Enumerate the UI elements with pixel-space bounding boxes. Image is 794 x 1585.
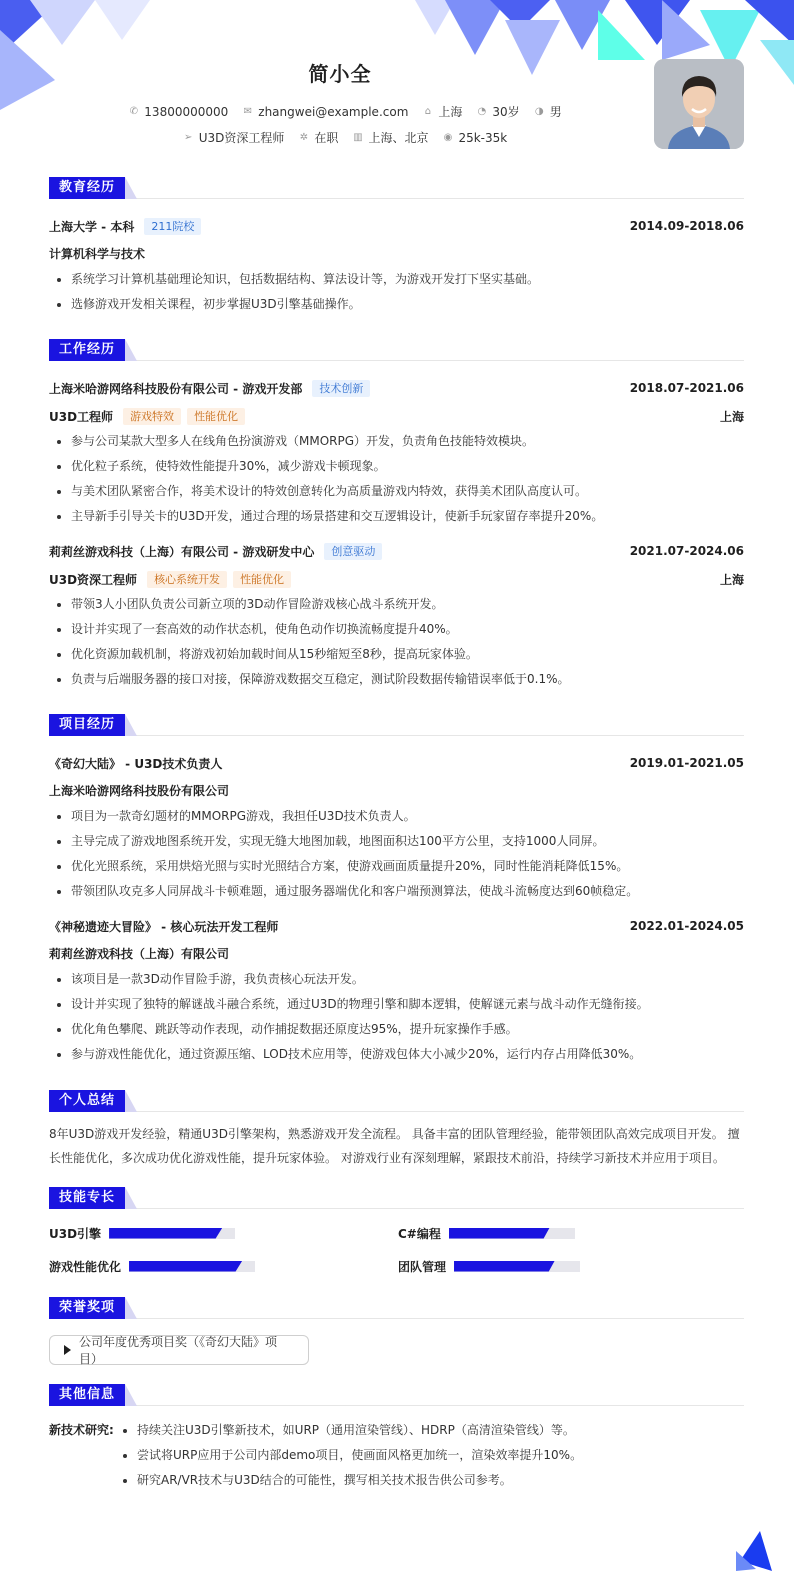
building-icon: ▥ (353, 132, 363, 143)
list-item: • 项目为一款奇幻题材的MMORPG游戏，我担任U3D技术负责人。 (71, 804, 744, 829)
job-row (49, 379, 744, 397)
job-location: 上海 (719, 572, 744, 587)
list-item: • 设计并实现了独特的解谜战斗融合系统，通过U3D的物理引擎和脚本逻辑，使解谜元素与战斗动作无缝衔接。 (71, 992, 744, 1017)
salary-icon: ◉ (443, 132, 453, 143)
list-item: • 该项目是一款3D动作冒险手游，我负责核心玩法开发。 (71, 967, 744, 992)
project-row (49, 917, 744, 935)
phone-text: 13800000000 (144, 104, 229, 119)
resume-header (0, 0, 794, 170)
project-company: 莉莉丝游戏科技（上海）有限公司 (49, 947, 230, 961)
avatar (654, 59, 744, 149)
section-title-summary: 个人总结 (49, 1090, 125, 1112)
send-icon: ➢ (184, 132, 193, 143)
job-date: 2018.07-2021.06 (629, 381, 744, 395)
education-date: 2014.09-2018.06 (629, 219, 744, 233)
skill-bar (129, 1261, 255, 1272)
awards-section (49, 1296, 744, 1365)
phone-info (128, 103, 228, 120)
list-item: • 优化粒子系统，使特效性能提升30%，减少游戏卡顿现象。 (71, 454, 744, 479)
other-list (115, 1418, 582, 1493)
project-bullets (49, 804, 744, 904)
skill-name: C#编程 (398, 1226, 441, 1241)
summary-section (49, 1089, 744, 1170)
list-item: • 负责与后端服务器的接口对接，保障游戏数据交互稳定，测试阶段数据传输错误率低于0.1%。 (71, 667, 744, 692)
education-bullets (49, 267, 744, 317)
skill-bar-fill (129, 1261, 242, 1272)
skills-section (49, 1186, 744, 1276)
project-company: 上海米哈游网络科技股份有限公司 (49, 784, 230, 798)
skill-item (49, 1223, 398, 1243)
other-info (49, 1418, 744, 1493)
corner-decoration (736, 1531, 772, 1571)
projects-section (49, 713, 744, 1067)
list-item: • 优化资源加载机制，将游戏初始加载时间从15秒缩短至8秒，提高玩家体验。 (71, 642, 744, 667)
job-row (49, 542, 744, 560)
role-tag: 性能优化 (233, 571, 291, 588)
status-icon: ✲ (299, 132, 309, 143)
home-icon: ⌂ (424, 106, 432, 117)
other-label: 新技术研究: (49, 1423, 114, 1437)
skill-bar (109, 1228, 235, 1239)
company-tag: 技术创新 (312, 380, 370, 397)
skill-bar-fill (109, 1228, 222, 1239)
list-item: • 优化角色攀爬、跳跃等动作表现，动作捕捉数据还原度达95%，提升玩家操作手感。 (71, 1017, 744, 1042)
role-row (49, 407, 744, 425)
list-item: • 优化光照系统，采用烘焙光照与实时光照结合方案，使游戏画面质量提升20%，同时性能消耗降低15%。 (71, 854, 744, 879)
section-title-awards: 荣誉奖项 (49, 1297, 125, 1319)
skill-bar (454, 1261, 580, 1272)
skill-item (49, 1256, 398, 1276)
mail-icon: ✉ (243, 106, 252, 117)
age-icon: ◔ (477, 106, 487, 117)
award-item[interactable] (49, 1335, 309, 1365)
skill-name: 团队管理 (398, 1259, 447, 1274)
status-info (298, 129, 338, 146)
skills-grid (49, 1223, 744, 1276)
company-tag: 创意驱动 (324, 543, 382, 560)
section-title-skills: 技能专长 (49, 1187, 125, 1209)
job-bullets (49, 429, 744, 529)
skill-bar-fill (454, 1261, 555, 1272)
job-role: U3D工程师 (49, 409, 114, 424)
status-text: 在职 (314, 131, 339, 145)
section-title-projects: 项目经历 (49, 714, 125, 736)
skill-name: 游戏性能优化 (49, 1259, 122, 1274)
job-bullets (49, 592, 744, 692)
list-item: • 设计并实现了一套高效的动作状态机，使角色动作切换流畅度提升40%。 (71, 617, 744, 642)
other-section (49, 1383, 744, 1493)
skill-bar-fill (449, 1228, 550, 1239)
project-date: 2019.01-2021.05 (629, 756, 744, 770)
project-name: 《神秘遗迹大冒险》 - 核心玩法开发工程师 (49, 919, 279, 934)
position-text: U3D资深工程师 (198, 131, 285, 145)
job-location: 上海 (719, 409, 744, 424)
list-item: • 主导完成了游戏地图系统开发，实现无缝大地图加载，地图面积达100平方公里，支持1000人同屏。 (71, 829, 744, 854)
project-bullets (49, 967, 744, 1067)
company-name: 莉莉丝游戏科技（上海）有限公司 - 游戏研发中心 (49, 544, 315, 559)
gender-info (534, 103, 562, 120)
list-item: • 尝试将URP应用于公司内部demo项目，使画面风格更加统一，渲染效率提升10%。 (137, 1443, 582, 1468)
company-name: 上海米哈游网络科技股份有限公司 - 游戏开发部 (49, 381, 303, 396)
award-text: 公司年度优秀项目奖（《奇幻大陆》项目） (79, 1335, 278, 1366)
profile-photo (654, 59, 744, 149)
email-text: zhangwei@example.com (258, 104, 409, 119)
gender-text: 男 (549, 105, 562, 119)
project-row (49, 754, 744, 772)
list-item: • 带领3人小团队负责公司新立项的3D动作冒险游戏核心战斗系统开发。 (71, 592, 744, 617)
list-item: • 与美术团队紧密合作，将美术设计的特效创意转化为高质量游戏内特效，获得美术团队高度认可。 (71, 479, 744, 504)
city-info (422, 103, 462, 120)
job-date: 2021.07-2024.06 (629, 544, 744, 558)
list-item: • 主导新手引导关卡的U3D开发，通过合理的场景搭建和交互逻辑设计，使新手玩家留存率提升20%。 (71, 504, 744, 529)
list-item: • 参与游戏性能优化，通过资源压缩、LOD技术应用等，使游戏包体大小减少20%，运行内存占用降低30%。 (71, 1042, 744, 1067)
list-item: • 系统学习计算机基础理论知识，包括数据结构、算法设计等，为游戏开发打下坚实基础。 (71, 267, 744, 292)
project-name: 《奇幻大陆》 - U3D技术负责人 (49, 756, 223, 771)
list-item: • 参与公司某款大型多人在线角色扮演游戏（MMORPG）开发，负责角色技能特效模块。 (71, 429, 744, 454)
section-title-education: 教育经历 (49, 177, 125, 199)
phone-icon: ✆ (129, 106, 138, 117)
role-tag: 性能优化 (187, 408, 245, 425)
age-text: 30岁 (492, 105, 520, 119)
skill-bar (449, 1228, 575, 1239)
project-date: 2022.01-2024.05 (629, 919, 744, 933)
list-item: • 持续关注U3D引擎新技术，如URP（通用渲染管线）、HDRP（高清渲染管线）等。 (137, 1418, 582, 1443)
education-row (49, 217, 744, 235)
target-city-text: 上海、北京 (368, 131, 429, 145)
candidate-name: 简小全 (308, 62, 372, 86)
work-section (49, 338, 744, 692)
email-info (242, 103, 408, 120)
list-item: • 选修游戏开发相关课程，初步掌握U3D引擎基础操作。 (71, 292, 744, 317)
contact-row (0, 103, 690, 120)
list-item: • 研究AR/VR技术与U3D结合的可能性，撰写相关技术报告供公司参考。 (137, 1468, 582, 1493)
salary-text: 25k-35k (458, 130, 508, 145)
education-major: 计算机科学与技术 (49, 247, 146, 261)
position-info (183, 129, 285, 146)
school-name: 上海大学 - 本科 (49, 219, 135, 234)
skill-item (398, 1256, 744, 1276)
target-city-info (352, 129, 428, 146)
skill-item (398, 1223, 744, 1243)
role-tag: 核心系统开发 (147, 571, 227, 588)
section-title-other: 其他信息 (49, 1384, 125, 1406)
summary-text: 8年U3D游戏开发经验，精通U3D引擎架构，熟悉游戏开发全流程。 具备丰富的团队管理经验，能带领团队高效完成项目开发。 擅长性能优化，多次成功优化游戏性能，提升玩家体验。 对游戏行业有深刻理解，紧跟技术前沿，持续学习新技术并应用于项目。 (49, 1127, 740, 1165)
intent-row (0, 129, 690, 146)
expand-arrow-icon (64, 1345, 71, 1355)
salary-info (442, 129, 507, 146)
job-role: U3D资深工程师 (49, 572, 138, 587)
education-section (49, 176, 744, 317)
gender-icon: ◑ (534, 106, 544, 117)
age-info (476, 103, 519, 120)
section-title-work: 工作经历 (49, 339, 125, 361)
role-row (49, 570, 744, 588)
list-item: • 带领团队攻克多人同屏战斗卡顿难题，通过服务器端优化和客户端预测算法，使战斗流畅度达到60帧稳定。 (71, 879, 744, 904)
skill-name: U3D引擎 (49, 1226, 102, 1241)
role-tag: 游戏特效 (123, 408, 181, 425)
city-text: 上海 (438, 105, 463, 119)
school-tag: 211院校 (144, 218, 201, 235)
